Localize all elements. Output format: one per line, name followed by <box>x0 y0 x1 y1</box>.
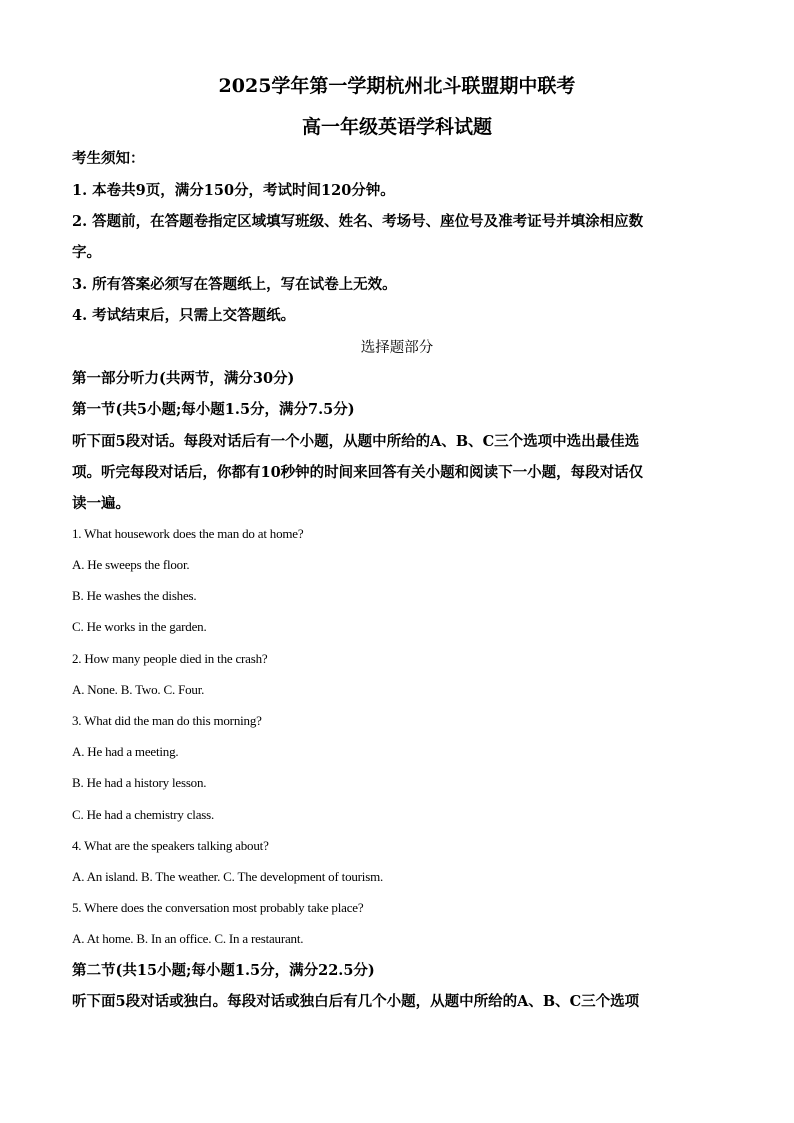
section1-instruction: 项。听完每段对话后，你都有10秒钟的时间来回答有关小题和阅读下一小题，每段对话仅 <box>72 464 644 481</box>
question-5: 5. Where does the conversation most probably take place? <box>72 900 364 915</box>
notice-heading: 考生须知： <box>72 150 145 167</box>
exam-subtitle: 高一年级英语学科试题 <box>301 116 492 138</box>
exam-title: 2025学年第一学期杭州北斗联盟期中联考 <box>218 75 576 97</box>
option-line: A. At home. B. In an office. C. In a restaurant. <box>72 931 304 946</box>
notice-item: 1. 本卷共9页，满分150分，考试时间120分钟。 <box>72 182 395 199</box>
part1-section1-heading: 第一节(共5小题;每小题1.5分，满分7.5分) <box>72 401 355 418</box>
option-line: C. He works in the garden. <box>72 619 207 634</box>
section2-instruction: 听下面5段对话或独白。每段对话或独白后有几个小题，从题中所给的A、B、C三个选项 <box>72 993 640 1010</box>
section1-instruction: 听下面5段对话。每段对话后有一个小题，从题中所给的A、B、C三个选项中选出最佳选 <box>72 433 640 450</box>
notice-item: 字。 <box>72 244 101 261</box>
section-heading: 选择题部分 <box>360 340 434 356</box>
question-1: 1. What housework does the man do at home? <box>72 526 304 541</box>
option-line: A. He had a meeting. <box>72 744 179 759</box>
option-line: B. He had a history lesson. <box>72 775 207 790</box>
option-line: C. He had a chemistry class. <box>72 807 215 822</box>
question-2: 2. How many people died in the crash? <box>72 651 268 666</box>
question-3: 3. What did the man do this morning? <box>72 713 262 728</box>
notice-item: 2. 答题前，在答题卷指定区域填写班级、姓名、考场号、座位号及准考证号并填涂相应数 <box>72 213 644 230</box>
notice-item: 3. 所有答案必须写在答题纸上，写在试卷上无效。 <box>72 276 397 293</box>
part1-section2-heading: 第二节(共15小题;每小题1.5分，满分22.5分) <box>72 962 375 979</box>
option-line: A. None. B. Two. C. Four. <box>72 682 205 697</box>
option-line: A. He sweeps the floor. <box>72 557 190 572</box>
section1-instruction: 读一遍。 <box>72 495 130 512</box>
option-line: A. An island. B. The weather. C. The development of tourism. <box>72 869 384 884</box>
question-4: 4. What are the speakers talking about? <box>72 838 269 853</box>
notice-item: 4. 考试结束后，只需上交答题纸。 <box>72 307 296 324</box>
part1-heading: 第一部分听力(共两节，满分30分) <box>72 370 295 387</box>
option-line: B. He washes the dishes. <box>72 588 197 603</box>
